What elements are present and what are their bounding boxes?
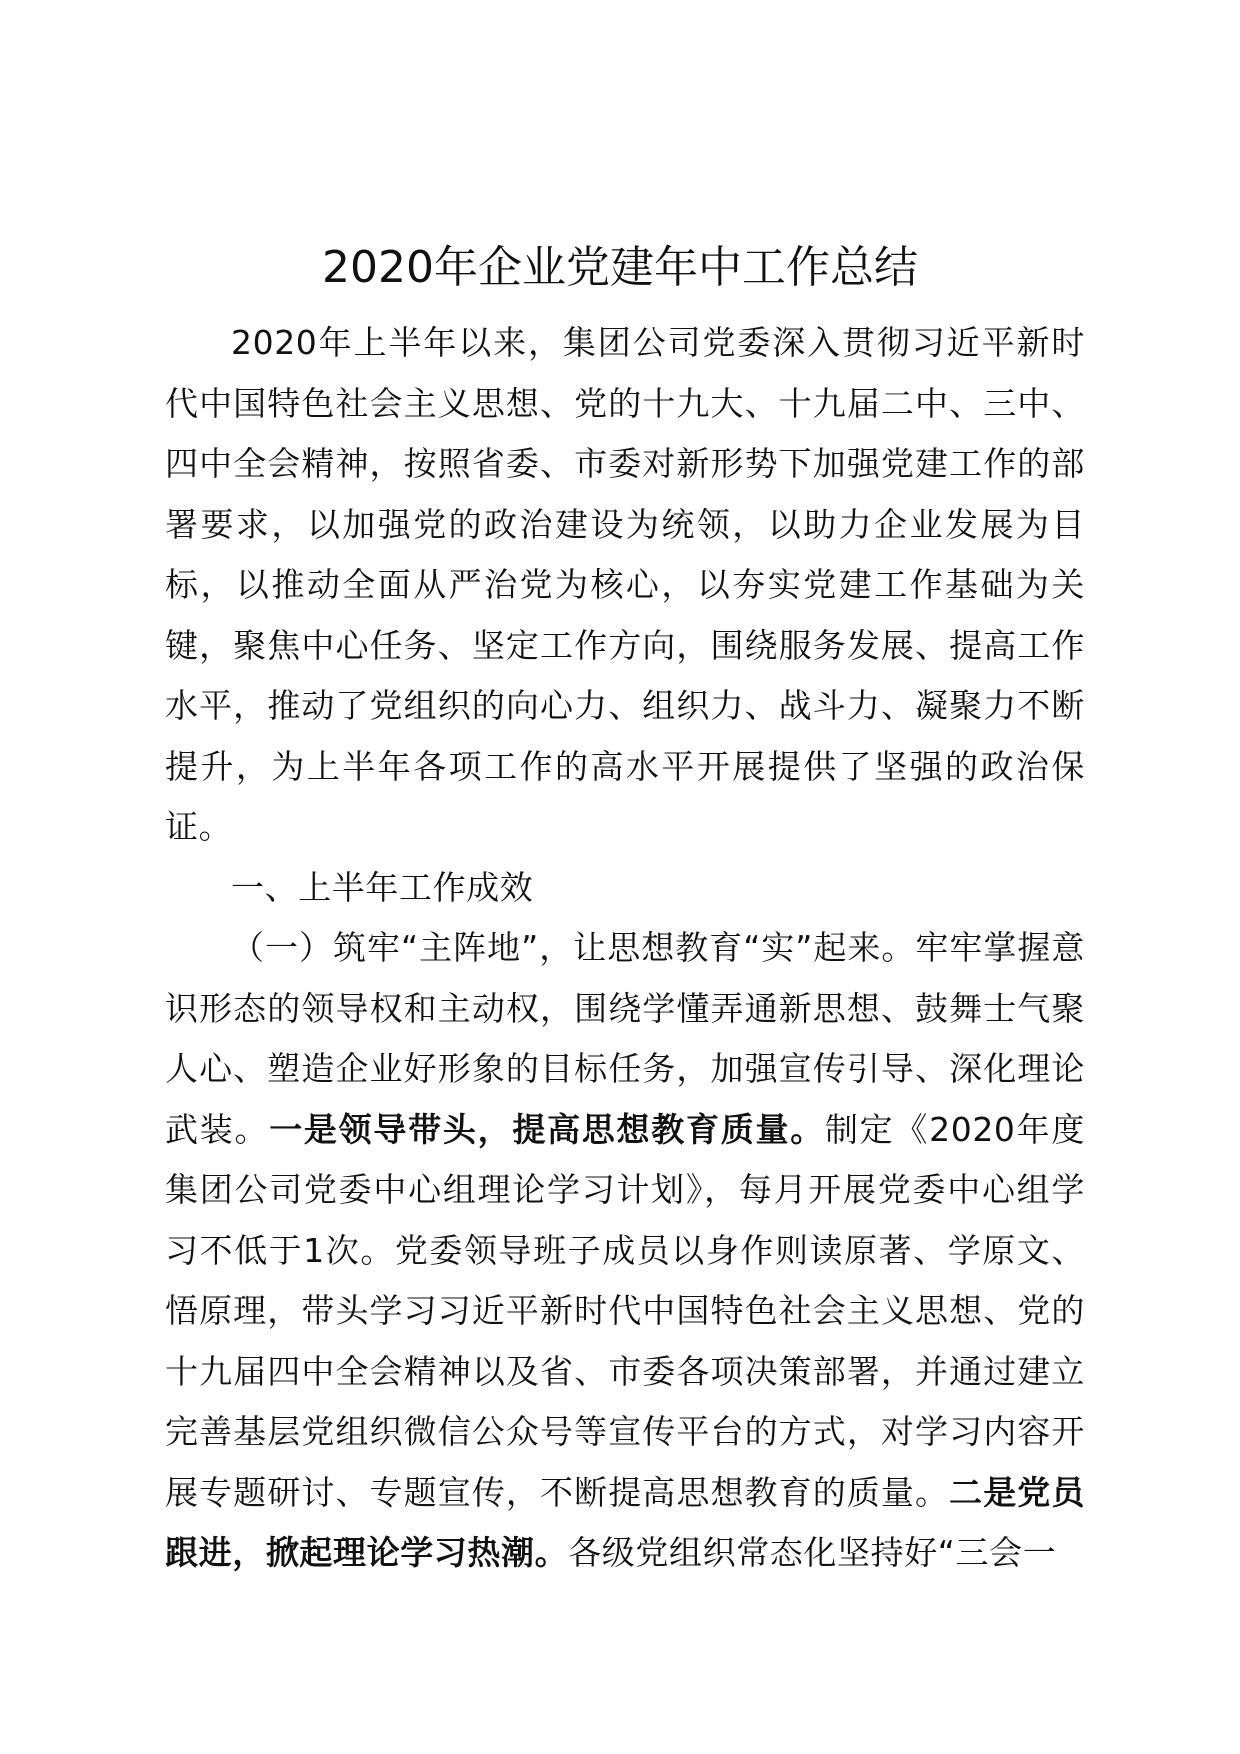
document-title: 2020年企业党建年中工作总结 [322,242,918,293]
section-heading-text: 一、上半年工作成效 [231,867,534,907]
document-body [165,313,1085,1584]
point-two-text: 各级党组织常态化坚持好“三会一 [568,1533,1057,1572]
section-heading [165,858,1085,919]
intro-text: 2020年上半年以来，集团公司党委深入贯彻习近平新时代中国特色社会主义思想、党的十九大、十九届二中、三中、四中全会精神，按照省委、市委对新形势下加强党建工作的部署要求，以加强党的政治建设为统领，以助力企业发展为目标，以推动全面从严治党为核心，以夯实党建工作基础为关键，聚焦中心任务、坚定工作方向，围绕服务发展、提高工作水平，推动了党组织的向心力、组织力、战斗力、凝聚力不断提升，为上半年各项工作的高水平开展提供了坚强的政治保证。 [165,323,1085,846]
point-two-heading: 二是党员跟进，掀起理论学习热潮。 [165,1472,1085,1572]
point-one-text: 制定《2020年度集团公司党委中心组理论学习计划》，每月开展党委中心组学习不低于1次。党委领导班子成员以身作则读原著、学原文、悟原理，带头学习习近平新时代中国特色社会主义思想、党的十九届四中全会精神以及省、市委各项决策部署，并通过建立完善基层党组织微信公众号等宣传平台的方式，对学习内容开展专题研讨、专题宣传，不断提高思想教育的质量。 [165,1109,1085,1512]
subsection-paragraph [165,918,1085,1584]
intro-paragraph [165,313,1085,858]
subsection-lead-text: （一）筑牢“主阵地”，让思想教育“实”起来。牢牢掌握意识形态的领导权和主动权，围绕学懂弄通新思想、鼓舞士气聚人心、塑造企业好形象的目标任务，加强宣传引导、深化理论武装。 [165,928,1085,1149]
point-one-heading: 一是领导带头，提高思想教育质量。 [269,1109,825,1149]
